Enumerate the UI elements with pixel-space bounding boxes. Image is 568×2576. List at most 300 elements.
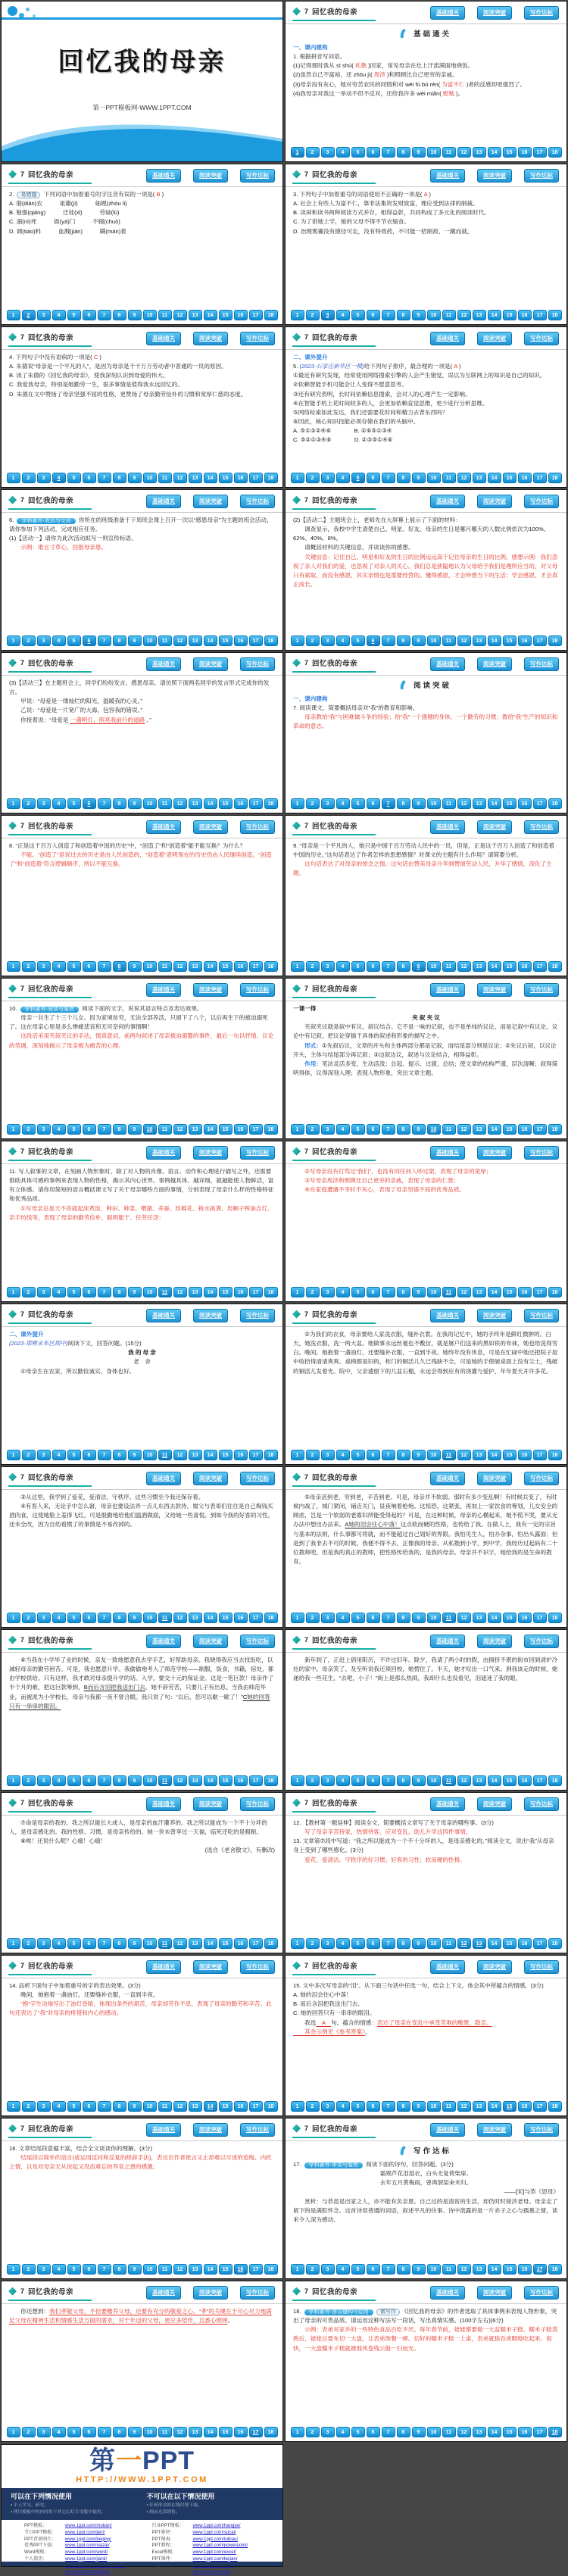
pager-button-3[interactable]: 3 — [321, 2101, 335, 2112]
header-tab-reading[interactable]: 阅读突破 — [477, 2123, 512, 2137]
pager-button-17[interactable]: 17 — [533, 2264, 547, 2275]
pager-button-6[interactable]: 6 — [83, 473, 96, 483]
pager-button-11[interactable]: 11 — [442, 1450, 456, 1460]
header-tab-reading[interactable]: 阅读突破 — [193, 983, 228, 997]
pager-button-7[interactable]: 7 — [98, 473, 111, 483]
pager-button-10[interactable]: 10 — [143, 473, 157, 483]
pager-button-6[interactable]: 6 — [367, 1775, 380, 1786]
pager-button-5[interactable]: 5 — [67, 1938, 81, 1949]
header-tab-reading[interactable]: 阅读突破 — [193, 2123, 228, 2137]
footer-link[interactable]: www.1ppt.com/word/ — [65, 2549, 108, 2555]
pager-button-16[interactable]: 16 — [234, 1613, 248, 1623]
pager-button-2[interactable]: 2 — [22, 1613, 36, 1623]
pager-button-14[interactable]: 14 — [204, 1613, 217, 1623]
pager-button-10[interactable]: 10 — [427, 1287, 441, 1297]
pager-button-16[interactable]: 16 — [234, 961, 248, 972]
pager-button-1[interactable]: 1 — [7, 1613, 20, 1623]
pager-button-15[interactable]: 15 — [503, 1613, 517, 1623]
pager-button-12[interactable]: 12 — [457, 1124, 471, 1135]
pager-button-7[interactable]: 7 — [98, 798, 111, 809]
header-tab-writing[interactable]: 写作达标 — [240, 169, 275, 183]
pager-button-9[interactable]: 9 — [412, 473, 426, 483]
header-tab-basic[interactable]: 基础通关 — [146, 2123, 181, 2137]
slide-29[interactable] — [2, 2281, 282, 2441]
pager-button-7[interactable]: 7 — [98, 2264, 111, 2275]
slide-21[interactable] — [2, 1630, 282, 1790]
pager-button-12[interactable]: 12 — [457, 2101, 471, 2112]
pager-button-1[interactable]: 1 — [291, 1938, 304, 1949]
pager-button-17[interactable]: 17 — [533, 147, 547, 158]
pager-button-8[interactable]: 8 — [397, 1450, 410, 1460]
pager-button-17[interactable]: 17 — [533, 1938, 547, 1949]
pager-button-10[interactable]: 10 — [143, 1287, 157, 1297]
pager-button-18[interactable]: 18 — [264, 2427, 278, 2437]
header-tab-writing[interactable]: 写作达标 — [524, 6, 559, 20]
pager-button-4[interactable]: 4 — [52, 1938, 66, 1949]
pager-button-3[interactable]: 3 — [37, 1613, 51, 1623]
pager-button-1[interactable]: 1 — [291, 1613, 304, 1623]
pager-button-9[interactable]: 9 — [128, 1124, 142, 1135]
pager-button-7[interactable]: 7 — [382, 1613, 395, 1623]
header-tab-reading[interactable]: 阅读突破 — [477, 1309, 512, 1322]
header-tab-basic[interactable]: 基础通关 — [430, 169, 465, 183]
header-tab-basic[interactable]: 基础通关 — [430, 1797, 465, 1811]
pager-button-12[interactable]: 12 — [457, 2427, 471, 2437]
pager-button-10[interactable]: 10 — [143, 2101, 157, 2112]
pager-button-5[interactable]: 5 — [67, 1775, 81, 1786]
pager-button-7[interactable]: 7 — [382, 2264, 395, 2275]
slide-6[interactable] — [286, 327, 566, 487]
slide-14[interactable] — [286, 979, 566, 1138]
pager-button-1[interactable]: 1 — [7, 798, 20, 809]
footer-link[interactable]: www.1ppt.com/tubiao/ — [192, 2536, 239, 2542]
pager-button-1[interactable]: 1 — [291, 961, 304, 972]
pager-button-14[interactable]: 14 — [488, 1287, 501, 1297]
pager-button-18[interactable]: 18 — [548, 961, 562, 972]
pager-button-2[interactable]: 2 — [306, 1613, 320, 1623]
pager-button-9[interactable]: 9 — [128, 310, 142, 320]
pager-button-2[interactable]: 2 — [306, 1775, 320, 1786]
header-tab-basic[interactable]: 基础通关 — [146, 169, 181, 183]
pager-button-10[interactable]: 10 — [143, 961, 157, 972]
slide-1[interactable] — [2, 2, 282, 161]
pager-button-1[interactable]: 1 — [7, 473, 20, 483]
pager-button-17[interactable]: 17 — [249, 2427, 263, 2437]
slide-28[interactable] — [286, 2119, 566, 2278]
header-tab-writing[interactable]: 写作达标 — [240, 1960, 275, 1974]
pager-button-12[interactable]: 12 — [173, 635, 187, 646]
slide-23[interactable] — [2, 1793, 282, 1953]
pager-button-16[interactable]: 16 — [518, 1938, 532, 1949]
header-tab-reading[interactable]: 阅读突破 — [477, 1635, 512, 1648]
pager-button-11[interactable]: 11 — [442, 798, 456, 809]
pager-button-7[interactable]: 7 — [98, 961, 111, 972]
pager-button-17[interactable]: 17 — [249, 1450, 263, 1460]
header-tab-writing[interactable]: 写作达标 — [240, 1472, 275, 1485]
pager-button-1[interactable]: 1 — [7, 2427, 20, 2437]
pager-button-9[interactable]: 9 — [128, 1938, 142, 1949]
pager-button-16[interactable]: 16 — [518, 1287, 532, 1297]
pager-button-18[interactable]: 18 — [264, 1613, 278, 1623]
pager-button-5[interactable]: 5 — [351, 1938, 365, 1949]
pager-button-4[interactable]: 4 — [336, 147, 350, 158]
pager-button-4[interactable]: 4 — [336, 1775, 350, 1786]
pager-button-13[interactable]: 13 — [189, 961, 202, 972]
pager-button-2[interactable]: 2 — [306, 147, 320, 158]
footer-link[interactable]: www.1ppt.com/excel/ — [192, 2549, 236, 2555]
pager-button-10[interactable]: 10 — [427, 1450, 441, 1460]
pager-button-8[interactable]: 8 — [113, 310, 126, 320]
pager-button-10[interactable]: 10 — [143, 798, 157, 809]
header-tab-reading[interactable]: 阅读突破 — [477, 1960, 512, 1974]
pager-button-7[interactable]: 7 — [98, 2101, 111, 2112]
pager-button-11[interactable]: 11 — [158, 2427, 172, 2437]
slide-8[interactable] — [286, 490, 566, 650]
pager-button-2[interactable]: 2 — [22, 798, 36, 809]
pager-button-1[interactable]: 1 — [7, 1938, 20, 1949]
pager-button-8[interactable]: 8 — [397, 1938, 410, 1949]
pager-button-14[interactable]: 14 — [488, 147, 501, 158]
pager-button-6[interactable]: 6 — [83, 961, 96, 972]
pager-button-10[interactable]: 10 — [143, 1124, 157, 1135]
slide-17[interactable] — [2, 1304, 282, 1464]
pager-button-10[interactable]: 10 — [427, 2427, 441, 2437]
header-tab-basic[interactable]: 基础通关 — [430, 6, 465, 20]
pager-button-15[interactable]: 15 — [503, 798, 517, 809]
pager-button-4[interactable]: 4 — [52, 1287, 66, 1297]
pager-button-10[interactable]: 10 — [427, 2264, 441, 2275]
pager-button-17[interactable]: 17 — [533, 2427, 547, 2437]
header-tab-reading[interactable]: 阅读突破 — [477, 1146, 512, 1160]
pager-button-11[interactable]: 11 — [442, 1775, 456, 1786]
pager-button-6[interactable]: 6 — [367, 635, 380, 646]
pager-button-10[interactable]: 10 — [143, 635, 157, 646]
slide-22[interactable] — [286, 1630, 566, 1790]
pager-button-6[interactable]: 6 — [367, 1938, 380, 1949]
header-tab-reading[interactable]: 阅读突破 — [193, 1472, 228, 1485]
pager-button-8[interactable]: 8 — [397, 147, 410, 158]
slide-5[interactable] — [2, 327, 282, 487]
pager-button-3[interactable]: 3 — [321, 1613, 335, 1623]
pager-button-11[interactable]: 11 — [442, 310, 456, 320]
pager-button-16[interactable]: 16 — [518, 2427, 532, 2437]
header-tab-writing[interactable]: 写作达标 — [524, 1960, 559, 1974]
pager-button-16[interactable]: 16 — [234, 1124, 248, 1135]
pager-button-16[interactable]: 16 — [518, 1124, 532, 1135]
pager-button-4[interactable]: 4 — [336, 1124, 350, 1135]
header-tab-writing[interactable]: 写作达标 — [524, 657, 559, 671]
pager-button-16[interactable]: 16 — [518, 310, 532, 320]
pager-button-10[interactable]: 10 — [427, 1613, 441, 1623]
pager-button-16[interactable]: 16 — [234, 1775, 248, 1786]
pager-button-16[interactable]: 16 — [234, 1450, 248, 1460]
pager-button-8[interactable]: 8 — [397, 1613, 410, 1623]
pager-button-13[interactable]: 13 — [473, 798, 486, 809]
pager-button-17[interactable]: 17 — [533, 961, 547, 972]
slide-18[interactable] — [286, 1304, 566, 1464]
pager-button-11[interactable]: 11 — [442, 1938, 456, 1949]
pager-button-2[interactable]: 2 — [22, 1287, 36, 1297]
pager-button-17[interactable]: 17 — [533, 1287, 547, 1297]
pager-button-3[interactable]: 3 — [37, 1775, 51, 1786]
pager-button-8[interactable]: 8 — [113, 798, 126, 809]
pager-button-9[interactable]: 9 — [412, 1287, 426, 1297]
pager-button-5[interactable]: 5 — [351, 147, 365, 158]
pager-button-8[interactable]: 8 — [113, 1775, 126, 1786]
pager-button-13[interactable]: 13 — [189, 310, 202, 320]
pager-button-8[interactable]: 8 — [113, 2264, 126, 2275]
pager-button-13[interactable]: 13 — [473, 635, 486, 646]
pager-button-2[interactable]: 2 — [306, 1287, 320, 1297]
pager-button-11[interactable]: 11 — [158, 2101, 172, 2112]
slide-26[interactable] — [286, 1956, 566, 2115]
slide-11[interactable] — [2, 816, 282, 976]
pager-button-16[interactable]: 16 — [234, 2427, 248, 2437]
pager-button-9[interactable]: 9 — [412, 635, 426, 646]
header-tab-basic[interactable]: 基础通关 — [146, 495, 181, 508]
pager-button-8[interactable]: 8 — [113, 2427, 126, 2437]
pager-button-11[interactable]: 11 — [442, 473, 456, 483]
header-tab-reading[interactable]: 阅读突破 — [193, 1960, 228, 1974]
pager-button-10[interactable]: 10 — [427, 147, 441, 158]
pager-button-7[interactable]: 7 — [98, 2427, 111, 2437]
pager-button-6[interactable]: 6 — [367, 2264, 380, 2275]
header-tab-writing[interactable]: 写作达标 — [240, 1146, 275, 1160]
pager-button-17[interactable]: 17 — [249, 1775, 263, 1786]
pager-button-2[interactable]: 2 — [306, 2264, 320, 2275]
pager-button-13[interactable]: 13 — [473, 1450, 486, 1460]
pager-button-7[interactable]: 7 — [382, 1938, 395, 1949]
pager-button-15[interactable]: 15 — [219, 2264, 233, 2275]
pager-button-10[interactable]: 10 — [427, 1124, 441, 1135]
header-tab-writing[interactable]: 写作达标 — [524, 2123, 559, 2137]
pager-button-13[interactable]: 13 — [189, 1450, 202, 1460]
pager-button-3[interactable]: 3 — [37, 1287, 51, 1297]
header-tab-reading[interactable]: 阅读突破 — [193, 169, 228, 183]
pager-button-8[interactable]: 8 — [397, 2427, 410, 2437]
pager-button-7[interactable]: 7 — [382, 1124, 395, 1135]
slide-16[interactable] — [286, 1141, 566, 1301]
pager-button-8[interactable]: 8 — [397, 1775, 410, 1786]
pager-button-1[interactable]: 1 — [291, 2101, 304, 2112]
pager-button-14[interactable]: 14 — [488, 1938, 501, 1949]
pager-button-4[interactable]: 4 — [52, 1124, 66, 1135]
pager-button-13[interactable]: 13 — [189, 1287, 202, 1297]
slide-9[interactable] — [2, 653, 282, 813]
header-tab-writing[interactable]: 写作达标 — [524, 820, 559, 834]
pager-button-10[interactable]: 10 — [427, 310, 441, 320]
pager-button-2[interactable]: 2 — [306, 473, 320, 483]
pager-button-18[interactable]: 18 — [264, 1287, 278, 1297]
pager-button-11[interactable]: 11 — [442, 1287, 456, 1297]
pager-button-3[interactable]: 3 — [37, 1124, 51, 1135]
header-tab-basic[interactable]: 基础通关 — [146, 820, 181, 834]
pager-button-3[interactable]: 3 — [37, 1938, 51, 1949]
slide-3[interactable] — [2, 164, 282, 324]
pager-button-13[interactable]: 13 — [473, 2264, 486, 2275]
pager-button-10[interactable]: 10 — [143, 1938, 157, 1949]
pager-button-2[interactable]: 2 — [22, 473, 36, 483]
pager-button-11[interactable]: 11 — [158, 1287, 172, 1297]
pager-button-1[interactable]: 1 — [7, 310, 20, 320]
pager-button-18[interactable]: 18 — [548, 1287, 562, 1297]
header-tab-reading[interactable]: 阅读突破 — [477, 983, 512, 997]
pager-button-17[interactable]: 17 — [533, 1450, 547, 1460]
pager-button-14[interactable]: 14 — [204, 961, 217, 972]
pager-button-18[interactable]: 18 — [548, 2427, 562, 2437]
pager-button-9[interactable]: 9 — [128, 1613, 142, 1623]
pager-button-18[interactable]: 18 — [264, 635, 278, 646]
pager-button-16[interactable]: 16 — [518, 473, 532, 483]
footer-link[interactable]: www.1ppt.com/sucai/ — [192, 2530, 236, 2536]
pager-button-18[interactable]: 18 — [548, 1450, 562, 1460]
pager-button-15[interactable]: 15 — [219, 798, 233, 809]
pager-button-4[interactable]: 4 — [336, 635, 350, 646]
pager-button-13[interactable]: 13 — [473, 473, 486, 483]
header-tab-writing[interactable]: 写作达标 — [240, 1309, 275, 1322]
pager-button-10[interactable]: 10 — [427, 635, 441, 646]
footer-link[interactable]: www.1ppt.com/xiazai/ — [65, 2543, 110, 2549]
pager-button-1[interactable]: 1 — [291, 1450, 304, 1460]
pager-button-13[interactable]: 13 — [189, 2264, 202, 2275]
header-tab-basic[interactable]: 基础通关 — [146, 657, 181, 671]
pager-button-5[interactable]: 5 — [351, 1450, 365, 1460]
pager-button-7[interactable]: 7 — [98, 635, 111, 646]
pager-button-9[interactable]: 9 — [412, 1450, 426, 1460]
pager-button-1[interactable]: 1 — [7, 635, 20, 646]
header-tab-reading[interactable]: 阅读突破 — [477, 657, 512, 671]
pager-button-8[interactable]: 8 — [113, 1613, 126, 1623]
pager-button-5[interactable]: 5 — [67, 2427, 81, 2437]
pager-button-11[interactable]: 11 — [442, 2264, 456, 2275]
header-tab-writing[interactable]: 写作达标 — [524, 1146, 559, 1160]
header-tab-writing[interactable]: 写作达标 — [240, 657, 275, 671]
pager-button-1[interactable]: 1 — [291, 473, 304, 483]
slide-7[interactable] — [2, 490, 282, 650]
pager-button-18[interactable]: 18 — [264, 2101, 278, 2112]
pager-button-1[interactable]: 1 — [291, 1287, 304, 1297]
pager-button-15[interactable]: 15 — [503, 2101, 517, 2112]
pager-button-18[interactable]: 18 — [264, 798, 278, 809]
pager-button-7[interactable]: 7 — [98, 1124, 111, 1135]
pager-button-5[interactable]: 5 — [67, 473, 81, 483]
pager-button-13[interactable]: 13 — [189, 2101, 202, 2112]
pager-button-5[interactable]: 5 — [67, 2101, 81, 2112]
pager-button-3[interactable]: 3 — [37, 2427, 51, 2437]
pager-button-14[interactable]: 14 — [204, 1287, 217, 1297]
pager-button-18[interactable]: 18 — [264, 310, 278, 320]
pager-button-14[interactable]: 14 — [204, 2264, 217, 2275]
pager-button-2[interactable]: 2 — [22, 2264, 36, 2275]
pager-button-13[interactable]: 13 — [189, 473, 202, 483]
pager-button-12[interactable]: 12 — [173, 473, 187, 483]
pager-button-14[interactable]: 14 — [204, 798, 217, 809]
pager-button-15[interactable]: 15 — [503, 2264, 517, 2275]
footer-link[interactable]: www.1ppt.com/ziti/ — [192, 2568, 231, 2574]
pager-button-15[interactable]: 15 — [503, 473, 517, 483]
pager-button-11[interactable]: 11 — [158, 1938, 172, 1949]
pager-button-14[interactable]: 14 — [488, 1124, 501, 1135]
pager-button-9[interactable]: 9 — [412, 961, 426, 972]
slide-27[interactable] — [2, 2119, 282, 2278]
pager-button-15[interactable]: 15 — [219, 1613, 233, 1623]
header-tab-basic[interactable]: 基础通关 — [430, 1146, 465, 1160]
pager-button-9[interactable]: 9 — [412, 2264, 426, 2275]
pager-button-9[interactable]: 9 — [412, 2101, 426, 2112]
pager-button-18[interactable]: 18 — [548, 310, 562, 320]
pager-button-4[interactable]: 4 — [52, 310, 66, 320]
pager-button-7[interactable]: 7 — [98, 310, 111, 320]
pager-button-5[interactable]: 5 — [351, 798, 365, 809]
pager-button-2[interactable]: 2 — [306, 1938, 320, 1949]
pager-button-4[interactable]: 4 — [52, 1450, 66, 1460]
pager-button-3[interactable]: 3 — [37, 2264, 51, 2275]
header-tab-writing[interactable]: 写作达标 — [240, 332, 275, 345]
pager-button-3[interactable]: 3 — [37, 1450, 51, 1460]
pager-button-3[interactable]: 3 — [37, 310, 51, 320]
pager-button-16[interactable]: 16 — [518, 2101, 532, 2112]
pager-button-16[interactable]: 16 — [518, 635, 532, 646]
pager-button-16[interactable]: 16 — [234, 2101, 248, 2112]
pager-button-12[interactable]: 12 — [173, 1287, 187, 1297]
pager-button-5[interactable]: 5 — [351, 961, 365, 972]
pager-button-14[interactable]: 14 — [204, 635, 217, 646]
header-tab-writing[interactable]: 写作达标 — [240, 983, 275, 997]
header-tab-basic[interactable]: 基础通关 — [430, 657, 465, 671]
pager-button-13[interactable]: 13 — [473, 2427, 486, 2437]
pager-button-14[interactable]: 14 — [488, 2101, 501, 2112]
pager-button-7[interactable]: 7 — [98, 1287, 111, 1297]
pager-button-10[interactable]: 10 — [427, 961, 441, 972]
pager-button-16[interactable]: 16 — [234, 1938, 248, 1949]
pager-button-6[interactable]: 6 — [83, 310, 96, 320]
pager-button-17[interactable]: 17 — [249, 473, 263, 483]
pager-button-11[interactable]: 11 — [158, 635, 172, 646]
pager-button-5[interactable]: 5 — [67, 635, 81, 646]
pager-button-11[interactable]: 11 — [442, 635, 456, 646]
pager-button-7[interactable]: 7 — [382, 310, 395, 320]
pager-button-5[interactable]: 5 — [67, 1124, 81, 1135]
pager-button-18[interactable]: 18 — [264, 2264, 278, 2275]
pager-button-12[interactable]: 12 — [173, 2427, 187, 2437]
pager-button-6[interactable]: 6 — [367, 1613, 380, 1623]
pager-button-10[interactable]: 10 — [143, 2264, 157, 2275]
pager-button-5[interactable]: 5 — [351, 1613, 365, 1623]
pager-button-9[interactable]: 9 — [128, 2101, 142, 2112]
pager-button-12[interactable]: 12 — [457, 1938, 471, 1949]
pager-button-6[interactable]: 6 — [367, 1287, 380, 1297]
pager-button-15[interactable]: 15 — [219, 1938, 233, 1949]
pager-button-7[interactable]: 7 — [98, 1613, 111, 1623]
pager-button-14[interactable]: 14 — [488, 1450, 501, 1460]
pager-button-11[interactable]: 11 — [442, 961, 456, 972]
pager-button-8[interactable]: 8 — [113, 635, 126, 646]
pager-button-4[interactable]: 4 — [336, 2427, 350, 2437]
pager-button-15[interactable]: 15 — [503, 1287, 517, 1297]
pager-button-8[interactable]: 8 — [397, 635, 410, 646]
pager-button-12[interactable]: 12 — [173, 1613, 187, 1623]
slide-20[interactable] — [286, 1467, 566, 1627]
pager-button-3[interactable]: 3 — [321, 473, 335, 483]
pager-button-11[interactable]: 11 — [158, 798, 172, 809]
pager-button-1[interactable]: 1 — [291, 310, 304, 320]
pager-button-6[interactable]: 6 — [83, 2427, 96, 2437]
pager-button-12[interactable]: 12 — [457, 1450, 471, 1460]
pager-button-18[interactable]: 18 — [548, 1938, 562, 1949]
pager-button-17[interactable]: 17 — [249, 1124, 263, 1135]
header-tab-reading[interactable]: 阅读突破 — [193, 657, 228, 671]
pager-button-2[interactable]: 2 — [22, 1775, 36, 1786]
